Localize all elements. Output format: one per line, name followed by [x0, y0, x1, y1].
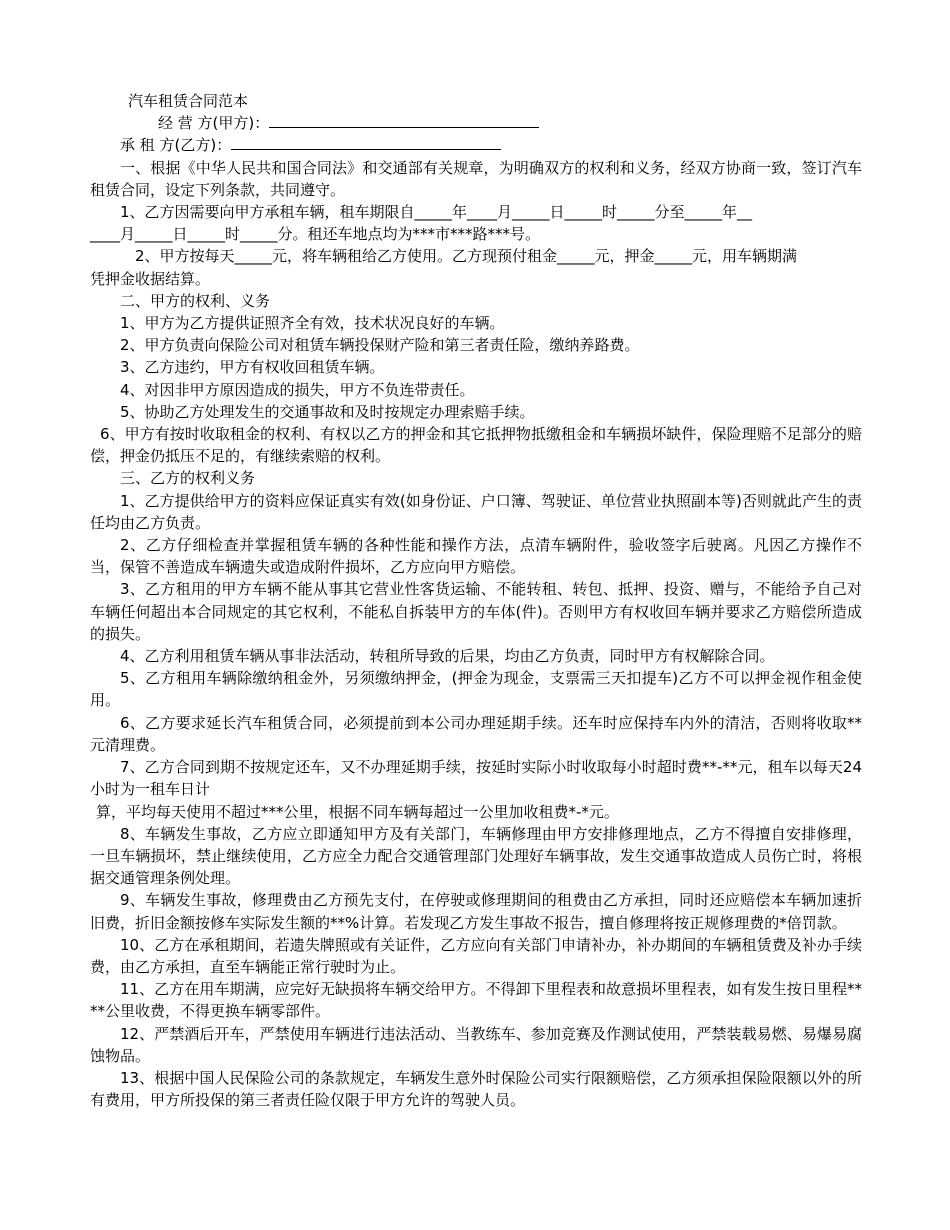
party-b-item-2: 2、乙方仔细检查并掌握租赁车辆的各种性能和操作方法，点清车辆附件，验收签字后驶离。凡因乙方操作不当，保管不善造成车辆遗失或造成附件损坏，乙方应向甲方赔偿。: [90, 536, 862, 577]
operator-blank: [269, 113, 539, 128]
operator-line: [90, 112, 862, 134]
clause2-line2: 凭押金收据结算。: [90, 269, 211, 288]
party-a-item-2: 2、甲方负责向保险公司对租赁车辆投保财产险和第三者责任险，缴纳养路费。: [120, 336, 640, 355]
clause1-line2: ____月_____日_____时_____分。租还车地点均为***市***路***号。: [90, 225, 541, 244]
contract-body: [90, 90, 862, 1111]
intro-paragraph: [90, 157, 862, 201]
party-a-item-3: 3、乙方违约，甲方有权收回租赁车辆。: [120, 358, 385, 377]
tenant-label: 承 租 方(乙方)：: [120, 136, 232, 155]
section3-title: 三、乙方的权利义务: [120, 469, 256, 488]
party-b-item-5: 5、乙方租用车辆除缴纳租金外，另须缴纳押金，(押金为现金，支票需三天扣提车)乙方不可以押金视作租金使用。: [90, 669, 862, 710]
party-b-item-9: 9、车辆发生事故，修理费由乙方预先支付，在停驶或修理期间的租费由乙方承担，同时还应赔偿本车辆加速折旧费，折旧金额按修车实际发生额的**%计算。若发现乙方发生事故不报告，擅自修理将按正规修理费的*倍罚款。: [90, 891, 862, 932]
tenant-line: [90, 134, 862, 156]
intro-text: 一、根据《中华人民共和国合同法》和交通部有关规章，为明确双方的权利和义务，经双方协商一致，签订汽车租赁合同，设定下列条款，共同遵守。: [90, 158, 862, 199]
document-title: 汽车租赁合同范本: [128, 92, 249, 110]
party-b-item-4: 4、乙方利用租赁车辆从事非法活动，转租所导致的后果，均由乙方负责，同时甲方有权解除合同。: [120, 647, 775, 666]
party-b-item-6: 6、乙方要求延长汽车租赁合同，必须提前到本公司办理延期手续。还车时应保持车内外的清洁，否则将收取**元清理费。: [90, 713, 862, 754]
tenant-blank: [231, 135, 501, 150]
party-a-item-6: 6、甲方有按时收取租金的权利、有权以乙方的押金和其它抵押物抵缴租金和车辆损坏缺件，保险理赔不足部分的赔偿，押金仍抵压不足的，有继续索赔的权利。: [90, 425, 862, 466]
party-b-item-8: 8、车辆发生事故，乙方应立即通知甲方及有关部门，车辆修理由甲方安排修理地点，乙方不得擅自安排修理，一旦车辆损坏，禁止继续使用，乙方应全力配合交通管理部门处理好车辆事故，发生交通事故造成人员伤亡时，将根据交通管理条例处理。: [90, 824, 862, 888]
party-b-item-7-continued: 算，平均每天使用不超过***公里，根据不同车辆每超过一公里加收租费*-*元。: [96, 802, 619, 821]
clause2-line1: 2、甲方按每天_____元，将车辆租给乙方使用。乙方现预付租金_____元，押金_____元，用车辆期满: [135, 247, 798, 266]
party-b-item-12: 12、严禁酒后开车，严禁使用车辆进行违法活动、当教练车、参加竞赛及作测试使用，严禁装载易燃、易爆易腐蚀物品。: [90, 1024, 862, 1065]
clause1-line1: 1、乙方因需要向甲方承租车辆，租车期限自_____年____月_____日_____时_____分至_____年__: [120, 203, 753, 222]
party-a-item-5: 5、协助乙方处理发生的交通事故和及时按规定办理索赔手续。: [120, 402, 535, 421]
party-b-item-11: 11、乙方在用车期满，应完好无缺损将车辆交给甲方。不得卸下里程表和故意损坏里程表，如有发生按日里程****公里收费，不得更换车辆零部件。: [90, 980, 862, 1021]
section2-title: 二、甲方的权利、义务: [120, 291, 271, 310]
party-b-item-7: 7、乙方合同到期不按规定还车，又不办理延期手续，按延时实际小时收取每小时超时费**-**元，租车以每天24小时为一租车日计: [90, 758, 862, 799]
party-b-item-10: 10、乙方在承租期间，若遗失牌照或有关证件，乙方应向有关部门申请补办，补办期间的车辆租赁费及补办手续费，由乙方承担，直至车辆能正常行驶时为止。: [90, 935, 862, 976]
party-b-item-1: 1、乙方提供给甲方的资料应保证真实有效(如身份证、户口簿、驾驶证、单位营业执照副本等)否则就此产生的责任均由乙方负责。: [90, 491, 862, 532]
party-a-item-1: 1、甲方为乙方提供证照齐全有效，技术状况良好的车辆。: [120, 314, 505, 333]
party-b-item-3: 3、乙方租用的甲方车辆不能从事其它营业性客货运输、不能转租、转包、抵押、投资、赠与，不能给予自己对车辆任何超出本合同规定的其它权利，不能私自拆装甲方的车体(件)。否则甲方有权收回车辆并要求乙方赔偿所造成的损失。: [90, 580, 862, 643]
party-a-item-4: 4、对因非甲方原因造成的损失，甲方不负连带责任。: [120, 380, 475, 399]
party-b-item-13: 13、根据中国人民保险公司的条款规定，车辆发生意外时保险公司实行限额赔偿，乙方须承担保险限额以外的所有费用，甲方所投保的第三者责任险仅限于甲方允许的驾驶人员。: [90, 1068, 862, 1110]
operator-label: 经 营 方(甲方)：: [158, 114, 270, 133]
